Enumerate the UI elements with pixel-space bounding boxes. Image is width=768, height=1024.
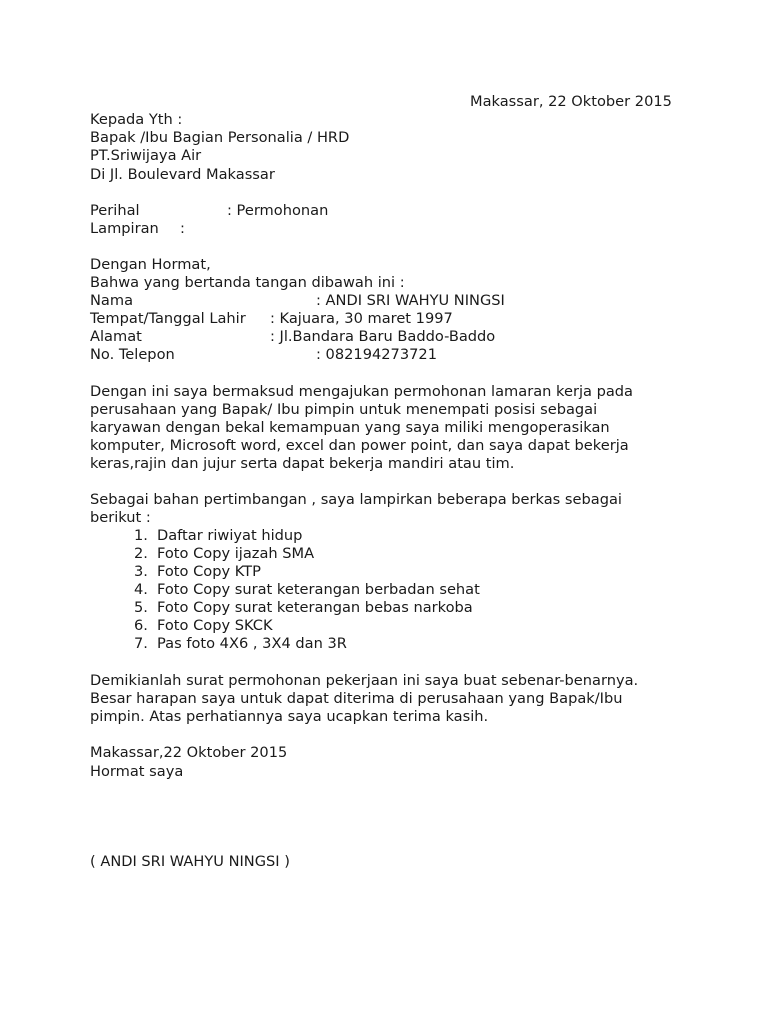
telepon-value: : 082194273721 — [316, 346, 437, 363]
alamat-label: Alamat — [90, 328, 142, 345]
recipient-line-2: PT.Sriwijaya Air — [90, 147, 202, 164]
list-item-number: 5. — [134, 599, 148, 616]
list-item — [0, 581, 768, 599]
perihal-label: Perihal — [90, 202, 140, 219]
list-item — [0, 599, 768, 617]
letter-date: Makassar, 22 Oktober 2015 — [470, 93, 672, 110]
signature-name: ( ANDI SRI WAHYU NINGSI ) — [90, 853, 290, 870]
list-item-text: Foto Copy ijazah SMA — [157, 545, 315, 562]
perihal-value: : Permohonan — [227, 202, 329, 219]
intro-line: Bahwa yang bertanda tangan dibawah ini : — [90, 274, 405, 291]
body-paragraph-1-line: komputer, Microsoft word, excel dan power point, dan saya dapat bekerja — [90, 437, 629, 454]
list-item-number: 4. — [134, 581, 148, 598]
list-item-text: Foto Copy SKCK — [157, 617, 273, 634]
nama-label: Nama — [90, 292, 134, 309]
list-item-text: Daftar riwiyat hidup — [157, 527, 303, 544]
lampiran-label: Lampiran — [90, 220, 159, 237]
ttl-row — [0, 310, 768, 328]
list-item — [0, 527, 768, 545]
recipient-line-3: Di Jl. Boulevard Makassar — [90, 166, 275, 183]
alamat-row — [0, 328, 768, 346]
list-item-number: 2. — [134, 545, 148, 562]
lampiran-value: : — [180, 220, 185, 237]
lampiran-row — [0, 220, 768, 238]
list-item-number: 7. — [134, 635, 148, 652]
signoff-regards: Hormat saya — [90, 763, 184, 780]
list-item-number: 3. — [134, 563, 148, 580]
body-paragraph-1-line: karyawan dengan bekal kemampuan yang saya miliki mengoperasikan — [90, 419, 610, 436]
list-item — [0, 617, 768, 635]
alamat-value: : Jl.Bandara Baru Baddo-Baddo — [270, 328, 496, 345]
signoff-place-date: Makassar,22 Oktober 2015 — [90, 744, 288, 761]
nama-row — [0, 292, 768, 310]
nama-value: : ANDI SRI WAHYU NINGSI — [316, 292, 505, 309]
telepon-row — [0, 346, 768, 364]
recipient-line-1: Bapak /Ibu Bagian Personalia / HRD — [90, 129, 350, 146]
list-item — [0, 635, 768, 653]
perihal-row — [0, 202, 768, 220]
list-item-text: Foto Copy surat keterangan berbadan sehat — [157, 581, 480, 598]
ttl-label: Tempat/Tanggal Lahir — [90, 310, 246, 327]
body-paragraph-1-line: perusahaan yang Bapak/ Ibu pimpin untuk menempati posisi sebagai — [90, 401, 598, 418]
list-item-text: Foto Copy surat keterangan bebas narkoba — [157, 599, 473, 616]
closing-paragraph-line: Besar harapan saya untuk dapat diterima di perusahaan yang Bapak/Ibu — [90, 690, 623, 707]
list-item-number: 6. — [134, 617, 148, 634]
list-item-text: Pas foto 4X6 , 3X4 dan 3R — [157, 635, 347, 652]
closing-paragraph-line: pimpin. Atas perhatiannya saya ucapkan terima kasih. — [90, 708, 489, 725]
attachments-intro-line: berikut : — [90, 509, 151, 526]
list-item-text: Foto Copy KTP — [157, 563, 261, 580]
telepon-label: No. Telepon — [90, 346, 175, 363]
salutation: Dengan Hormat, — [90, 256, 211, 273]
list-item — [0, 563, 768, 581]
body-paragraph-1-line: keras,rajin dan jujur serta dapat bekerja mandiri atau tim. — [90, 455, 515, 472]
recipient-greeting: Kepada Yth : — [90, 111, 183, 128]
attachments-intro-line: Sebagai bahan pertimbangan , saya lampirkan beberapa berkas sebagai — [90, 491, 622, 508]
list-item-number: 1. — [134, 527, 148, 544]
closing-paragraph-line: Demikianlah surat permohonan pekerjaan ini saya buat sebenar-benarnya. — [90, 672, 639, 689]
ttl-value: : Kajuara, 30 maret 1997 — [270, 310, 453, 327]
list-item — [0, 545, 768, 563]
body-paragraph-1-line: Dengan ini saya bermaksud mengajukan permohonan lamaran kerja pada — [90, 383, 633, 400]
